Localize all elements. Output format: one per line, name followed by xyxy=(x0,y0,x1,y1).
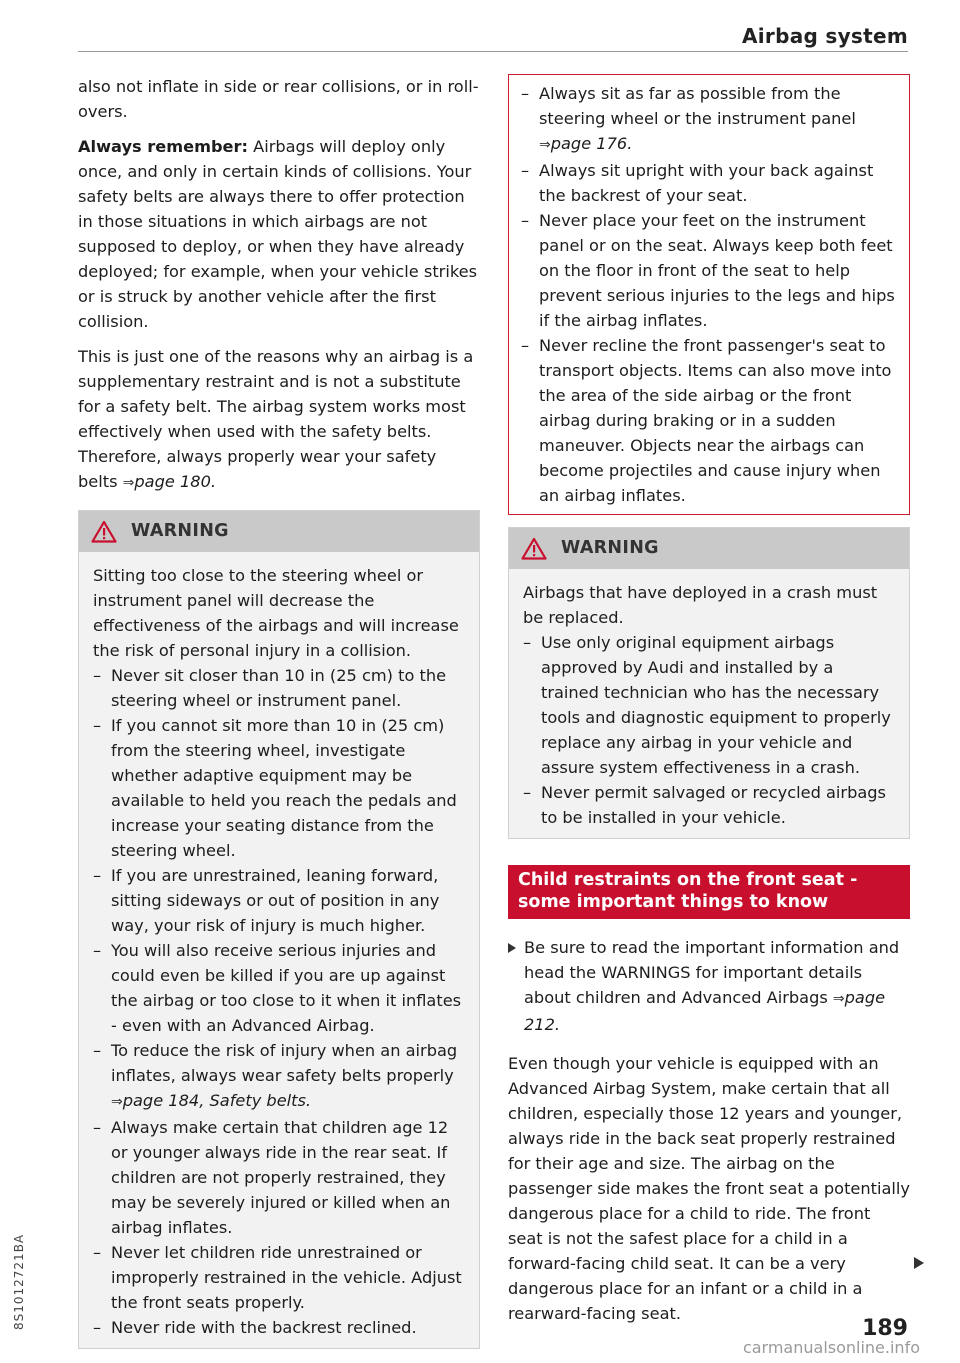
page-number: 189 xyxy=(862,1316,908,1341)
warning-item: – Never place your feet on the instrument panel or on the seat. Always keep both feet on the floor in front of the seat to help prevent serious injuries to the legs and hips if the airbag inflates. xyxy=(521,208,897,333)
warning-intro: Sitting too close to the steering wheel or instrument panel will decrease the effectiveness of the airbags and will increase the risk of personal injury in a collision. xyxy=(93,566,459,660)
page-ref-arrow-icon: ⇒ xyxy=(832,991,845,1007)
paragraph-rollovers: also not inflate in side or rear collisions, or in roll-overs. xyxy=(78,77,479,121)
always-remember-label: Always remember: xyxy=(78,137,248,156)
instruction-step xyxy=(508,935,910,1037)
paragraph-child-seating: Even though your vehicle is equipped with an Advanced Airbag System, make certain that all children, especially those 12 years and younger, always ride in the back seat properly restrained for their age and size. The airbag on the passenger side makes the front seat a potentially dangerous place for a child to ride. The front seat is not the safest place for a child in a forward-facing child seat. It can be a very dangerous place for an infant or a child in a rearward-facing seat. xyxy=(508,1054,910,1323)
warning-item: – Never let children ride unrestrained or improperly restrained in the vehicle. Adjust the front seats properly. xyxy=(93,1240,465,1315)
warning-item: – If you are unrestrained, leaning forward, sitting sideways or out of position in any way, your risk of injury is much higher. xyxy=(93,863,465,938)
warning-list xyxy=(523,630,895,830)
document-code: 8S1012721BA xyxy=(12,1233,26,1330)
warning-header xyxy=(79,511,479,552)
continued-warning-box xyxy=(508,74,910,515)
left-column xyxy=(78,74,480,1349)
page-ref-link[interactable]: page 180. xyxy=(134,472,217,491)
warning-item: – If you cannot sit more than 10 in (25 cm) from the steering wheel, investigate whether adaptive equipment may be available to held you reach the pedals and increase your seating distance from the steering wheel. xyxy=(93,713,465,863)
bullet-triangle-icon xyxy=(508,943,516,953)
right-column xyxy=(508,74,910,1336)
warning-item: – Never permit salvaged or recycled airbags to be installed in your vehicle. xyxy=(523,780,895,830)
warning-box-left xyxy=(78,510,480,1349)
warning-intro: Airbags that have deployed in a crash must be replaced. xyxy=(523,583,878,627)
page-header-title: Airbag system xyxy=(742,24,908,48)
page-ref-arrow-icon: ⇒ xyxy=(122,475,135,491)
warning-header xyxy=(509,528,909,569)
warning-list xyxy=(93,663,465,1340)
warning-item: – You will also receive serious injuries and could even be killed if you are up against the airbag or too close to it when it inflates - even with an Advanced Airbag. xyxy=(93,938,465,1038)
supplementary-text: This is just one of the reasons why an airbag is a supplementary restraint and is not a substitute for a safety belt. The airbag system works most effectively when used with the safety belts. Therefore, always properly wear your safety belts xyxy=(78,347,474,491)
always-remember-text: Airbags will deploy only once, and only in certain kinds of collisions. Your safety belts are always there to offer protection in those situations in which airbags are not supposed to deploy, or when they have already deployed; for example, when your vehicle strikes or is struck by another vehicle after the first collision. xyxy=(78,137,478,331)
warning-title: WARNING xyxy=(131,521,229,541)
instruction-text: Be sure to read the important information and head the WARNINGS for important details about children and Advanced Airbags xyxy=(524,938,900,1007)
page-ref-link[interactable]: page 184, Safety belts. xyxy=(122,1091,312,1110)
page-ref-arrow-icon: ⇒ xyxy=(539,137,551,153)
warning-item xyxy=(521,81,897,158)
paragraph-always-remember xyxy=(78,134,480,334)
warning-body xyxy=(79,552,479,1348)
header-rule xyxy=(78,51,908,52)
warning-item: – Use only original equipment airbags approved by Audi and installed by a trained technician who has the necessary tools and diagnostic equipment to properly replace any airbag in your vehicle and assure system effectiveness in a crash. xyxy=(523,630,895,780)
warning-item: – Always sit upright with your back against the backrest of your seat. xyxy=(521,158,897,208)
page-ref-link[interactable]: page 212. xyxy=(524,988,886,1034)
page-ref-arrow-icon: ⇒ xyxy=(111,1094,123,1110)
warning-item-text: Always sit as far as possible from the steering wheel or the instrument panel xyxy=(539,84,856,128)
continued-arrow-icon xyxy=(914,1257,924,1269)
watermark: carmanualsonline.info xyxy=(742,1338,920,1357)
warning-item xyxy=(93,1038,465,1115)
warning-title: WARNING xyxy=(561,538,659,558)
warning-item: – Never ride with the backrest reclined. xyxy=(93,1315,465,1340)
warning-item: – Never recline the front passenger's seat to transport objects. Items can also move into the area of the side airbag or the front airbag during braking or in a sudden maneuver. Objects near the airbags can become projectiles and cause injury when an airbag inflates. xyxy=(521,333,897,508)
continued-warning-list xyxy=(521,81,897,508)
warning-item-text: To reduce the risk of injury when an airbag inflates, always wear safety belts properly xyxy=(111,1041,458,1085)
section-heading: Child restraints on the front seat - some important things to know xyxy=(508,865,910,919)
warning-body xyxy=(509,569,909,838)
warning-triangle-icon xyxy=(91,520,117,543)
warning-item: – Never sit closer than 10 in (25 cm) to the steering wheel or instrument panel. xyxy=(93,663,465,713)
paragraph-supplementary xyxy=(78,344,480,496)
warning-triangle-icon xyxy=(521,537,547,560)
warning-item: – Always make certain that children age 12 or younger always ride in the rear seat. If children are not properly restrained, they may be severely injured or killed when an airbag inflates. xyxy=(93,1115,465,1240)
warning-box-right xyxy=(508,527,910,839)
page-ref-link[interactable]: page 176. xyxy=(550,134,633,153)
